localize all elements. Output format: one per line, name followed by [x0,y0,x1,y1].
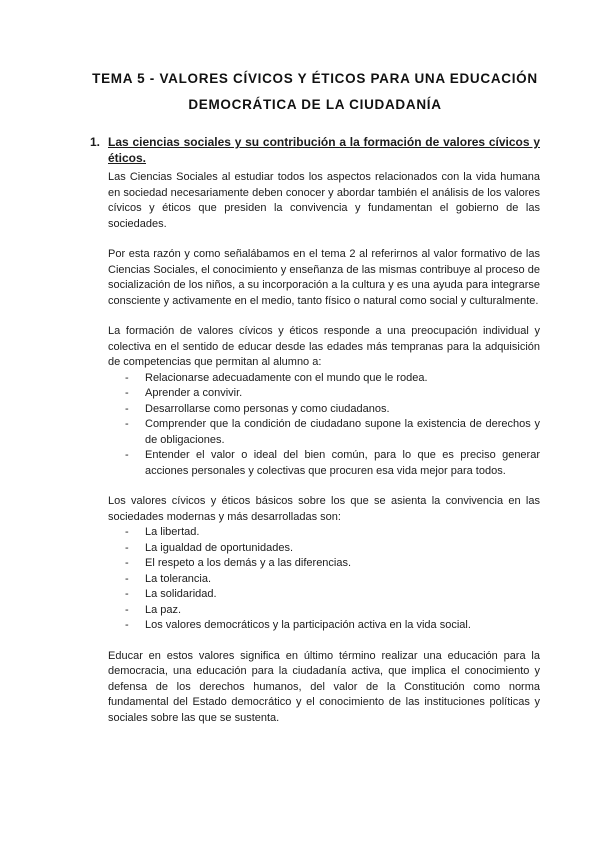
list-item-text: Entender el valor o ideal del bien común, para lo que es preciso generar acciones personales y colectivas que procuren esa vida mejor para todos. [145,449,540,477]
bullet-dash-icon: - [125,588,129,600]
section-1-heading: Las ciencias sociales y su contribución a la formación de valores cívicos y éticos. [108,135,540,165]
document-title-line-2: DEMOCRÁTICA DE LA CIUDADANÍA [188,97,442,112]
list-item [108,618,540,634]
bullet-dash-icon: - [125,619,129,631]
bullet-dash-icon: - [125,402,129,415]
list-item [108,572,540,588]
list-item-text: La solidaridad. [145,588,217,600]
section-1-heading-row [90,134,540,166]
list-item-text: El respeto a los demás y a las diferencias. [145,557,352,569]
bullet-dash-icon: - [125,449,129,461]
paragraph-5: Educar en estos valores significa en último término realizar una educación para la democracia, una educación para la ciudadanía activa, que implica el conocimiento y defensa de los derechos humanos, del valor de la Constitución como norma fundamental del Estado democrático y el conocimiento de las instituciones políticas y sociales sobre las que se sustenta. [108,649,540,724]
document-title [70,66,560,118]
list-item-text: Aprender a convivir. [145,387,243,399]
list-item-text: La paz. [145,603,182,616]
bullet-dash-icon: - [125,541,129,554]
list-item [108,587,540,603]
section-1-number: 1. [90,135,101,149]
bullet-dash-icon: - [125,572,129,585]
paragraph-3: La formación de valores cívicos y éticos responde a una preocupación individual y colectiva en el sentido de educar desde las edades más tempranas para la adquisición de competencias que permitan al alumno a: [108,325,540,368]
document-title-line-1: TEMA 5 - VALORES CÍVICOS Y ÉTICOS PARA UNA EDUCACIÓN [92,71,538,86]
bullet-dash-icon: - [125,557,129,569]
bullet-dash-icon: - [125,603,129,616]
bullet-dash-icon: - [125,418,129,430]
list-item [108,386,540,402]
list-item [108,448,540,479]
paragraph-4: Los valores cívicos y éticos básicos sobre los que se asienta la convivencia en las sociedades modernas y más desarrolladas son: [108,495,540,523]
list-item-text: Los valores democráticos y la participación activa en la vida social. [145,619,471,631]
list-item [108,417,540,448]
values-bullet-list [108,525,540,634]
section-1-body [108,170,540,726]
list-item-text: La tolerancia. [145,572,212,585]
list-item [108,402,540,418]
paragraph-1: Las Ciencias Sociales al estudiar todos los aspectos relacionados con la vida humana en sociedad necesariamente deben conocer y abordar también el análisis de los valores cívicos y éticos que presiden la convivencia y fundamentan el gobierno de las sociedades. [108,171,540,230]
list-item-text: Desarrollarse como personas y como ciudadanos. [145,402,390,415]
paragraph-2: Por esta razón y como señalábamos en el tema 2 al referirnos al valor formativo de las Ciencias Sociales, el conocimiento y enseñanza de las mismas contribuye al proceso de socialización de los niños, a su incorporación a la cultura y es una ayuda para integrarse consciente y activamente en el medio, tanto físico o natural como social y culturalmente. [108,248,540,307]
list-item-text: La igualdad de oportunidades. [145,541,294,554]
list-item [108,525,540,541]
list-item-text: Relacionarse adecuadamente con el mundo que le rodea. [145,371,428,384]
bullet-dash-icon: - [125,526,129,538]
list-item [108,371,540,387]
list-item-text: La libertad. [145,526,200,538]
bullet-dash-icon: - [125,387,129,399]
list-item-text: Comprender que la condición de ciudadano supone la existencia de derechos y de obligaciones. [145,418,540,446]
list-item [108,541,540,557]
competencies-bullet-list [108,371,540,480]
list-item [108,556,540,572]
bullet-dash-icon: - [125,371,129,384]
list-item [108,603,540,619]
